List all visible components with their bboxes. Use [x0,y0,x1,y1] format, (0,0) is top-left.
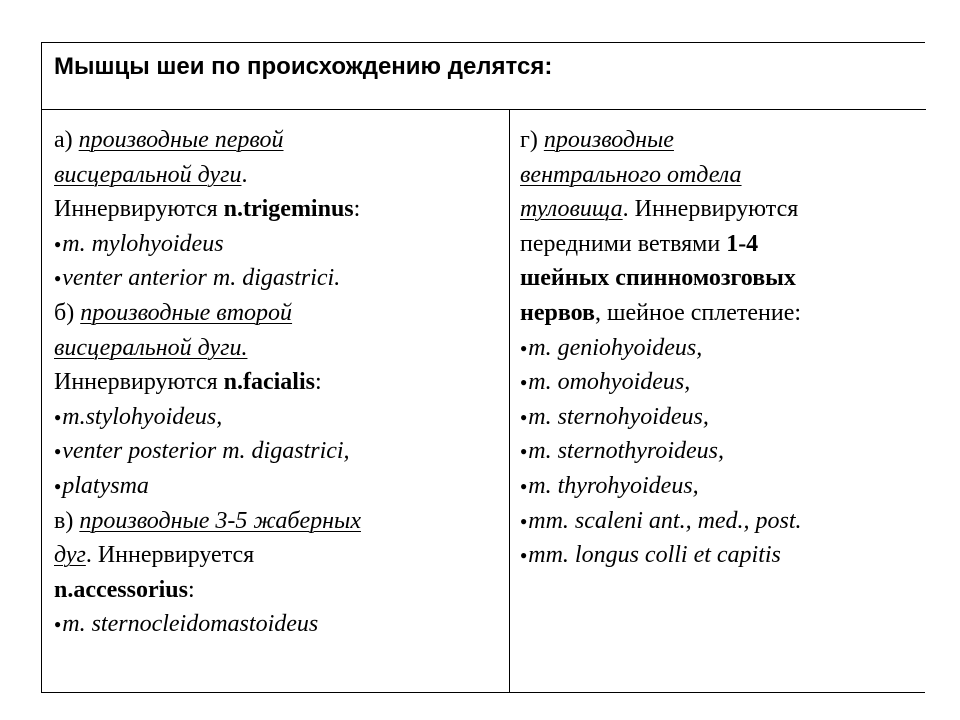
innervation-text: , шейное сплетение: [595,299,802,326]
muscle-name: venter posterior m. digastrici, [62,438,350,465]
punctuation: . [241,161,248,188]
column-divider [509,110,510,693]
list-item [520,365,920,400]
list-item [54,469,504,504]
list-item [54,434,504,469]
text-line [520,158,920,193]
nerve-name: n.accessorius [54,576,188,603]
left-column-cell [54,123,504,642]
text-line [54,331,504,366]
item-label-g: г) [520,127,544,153]
muscle-name: platysma [62,472,149,499]
bullet-icon: ● [54,236,62,251]
bullet-icon: ● [54,478,62,493]
text-line [54,296,504,331]
muscle-name: m.stylohyoideus, [62,403,223,430]
bullet-icon: ● [520,478,528,493]
innervation-text: Иннервируются [54,369,224,396]
list-item [520,504,920,539]
punctuation: : [353,196,361,223]
muscle-name: m. sternothyroideus, [528,438,725,465]
list-item [520,400,920,435]
muscle-name: m. sternohyoideus, [528,403,709,430]
list-item [54,400,504,435]
muscle-name: m. omohyoideus, [528,369,691,396]
muscle-table [41,42,925,693]
list-item [520,434,920,469]
muscle-name: mm. longus colli et capitis [528,542,781,569]
text-line [520,261,920,296]
text-line [54,158,504,193]
table-header-cell [42,43,926,110]
muscle-name: m. geniohyoideus, [528,334,703,361]
innervation-text: Иннервируются [54,196,224,223]
text-line [54,192,504,227]
nerve-name: шейных спинномозговых [520,265,796,292]
underlined-origin-text: висцеральной дуги. [54,334,248,361]
underlined-origin-text: производные [543,127,674,153]
underlined-origin-text: туловища [520,196,623,223]
list-item [54,607,504,642]
bullet-icon: ● [54,271,62,286]
punctuation: : [314,369,322,396]
list-item [520,469,920,504]
innervation-text: . Иннервируется [85,542,255,569]
bullet-icon: ● [54,444,62,459]
bullet-icon: ● [520,548,528,563]
nerve-name: n.facialis [223,369,315,396]
text-line [54,538,504,573]
bullet-icon: ● [54,617,62,632]
text-line [54,573,504,608]
bullet-icon: ● [520,513,528,528]
right-column-cell [520,123,920,573]
bullet-icon: ● [520,375,528,390]
bullet-icon: ● [520,444,528,459]
item-label-c: в) [54,507,80,534]
muscle-name: mm. scaleni ant., med., post. [528,507,802,534]
text-line [54,365,504,400]
text-line [54,123,504,158]
table-header-text: Мышцы шеи по происхождению делятся: [54,53,553,80]
punctuation: : [188,576,195,603]
underlined-origin-text: производные 3-5 жаберных [79,507,361,534]
muscle-name: m. mylohyoideus [62,230,224,257]
list-item [54,261,504,296]
text-line [54,504,504,539]
bullet-icon: ● [520,409,528,424]
text-line [520,296,920,331]
list-item [520,331,920,366]
underlined-origin-text: вентрального отдела [520,161,742,188]
text-line [520,192,920,227]
bullet-icon: ● [520,340,528,355]
nerve-name: n.trigeminus [223,196,354,223]
muscle-name: venter anterior m. digastrici. [62,265,341,292]
muscle-name: m. thyrohyoideus, [528,472,699,499]
innervation-text: передними ветвями [520,230,727,257]
muscle-name: m. sternocleidomastoideus [62,611,319,638]
innervation-text: . Иннервируются [622,196,799,223]
underlined-origin-text: производные второй [80,299,293,326]
nerve-name: нервов [520,299,595,326]
underlined-origin-text: производные первой [78,127,284,153]
nerve-name: 1-4 [726,230,759,257]
bullet-icon: ● [54,409,62,424]
list-item [520,538,920,573]
underlined-origin-text: висцеральной дуги [54,161,242,188]
item-label-a: а) [54,127,79,153]
list-item [54,227,504,262]
text-line [520,227,920,262]
underlined-origin-text: дуг [54,542,86,569]
text-line [520,123,920,158]
item-label-b: б) [54,299,81,326]
